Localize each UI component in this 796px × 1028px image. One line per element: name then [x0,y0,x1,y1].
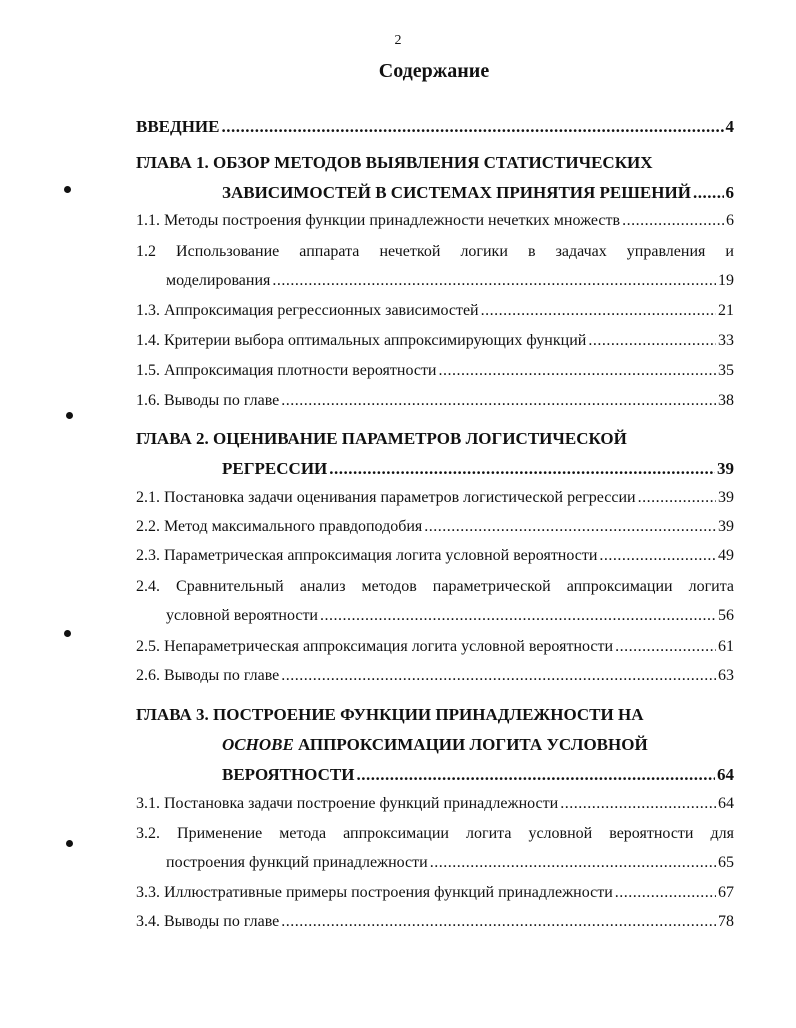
toc-page: 78 [718,913,734,930]
toc-page: 49 [718,547,734,564]
leader-dots [329,456,715,482]
toc-label: 3.4. Выводы по главе [136,913,280,930]
toc-page: 56 [718,607,734,624]
toc-label: 3.3. Иллюстративные примеры построения функций принадлежности [136,884,613,901]
toc-label: РЕГРЕССИИ [222,459,328,478]
toc-section-1-4[interactable] [136,328,734,354]
margin-dot [66,412,73,419]
leader-dots [560,791,716,817]
toc-label: 2.3. Параметрическая аппроксимация логита условной вероятности [136,547,598,564]
leader-dots [320,603,716,629]
leader-dots [281,909,716,935]
toc-section-2-5[interactable] [136,634,734,660]
page-number: 2 [394,33,402,48]
toc-section-1-3[interactable] [136,298,734,324]
leader-dots [272,268,716,294]
toc-page: 67 [718,884,734,901]
leader-dots [222,114,724,140]
toc-chapter-2-line1[interactable]: ГЛАВА 2. ОЦЕНИВАНИЕ ПАРАМЕТРОВ ЛОГИСТИЧЕСКОЙ [136,429,627,448]
toc-chapter-1-line1[interactable]: ГЛАВА 1. ОБЗОР МЕТОДОВ ВЫЯВЛЕНИЯ СТАТИСТИЧЕСКИХ [136,153,653,172]
toc-label: 1.5. Аппроксимация плотности вероятности [136,362,437,379]
toc-section-1-2[interactable] [166,268,734,294]
leader-dots [622,208,724,234]
toc-page: 64 [718,795,734,812]
toc-page: 39 [717,459,734,478]
margin-dot [66,840,73,847]
leader-dots [424,514,716,540]
toc-label: 1.3. Аппроксимация регрессионных зависимостей [136,302,479,319]
toc-section-3-2[interactable] [166,850,734,876]
toc-label: 1.1. Методы построения функции принадлежности нечетких множеств [136,212,621,229]
toc-page: 6 [726,212,734,229]
leader-dots [481,298,716,324]
toc-chapter-3[interactable] [222,762,734,788]
toc-label: ВЕРОЯТНОСТИ [222,765,355,784]
toc-label: 1.6. Выводы по главе [136,392,280,409]
toc-page: 39 [718,518,734,535]
toc-section-2-1[interactable] [136,485,734,511]
leader-dots [638,485,716,511]
toc-label: 2.6. Выводы по главе [136,667,280,684]
leader-dots [615,634,716,660]
leader-dots [588,328,716,354]
leader-dots [430,850,716,876]
toc-chapter-3-line1[interactable]: ГЛАВА 3. ПОСТРОЕНИЕ ФУНКЦИИ ПРИНАДЛЕЖНОСТИ НА [136,705,644,724]
toc-label: ЗАВИСИМОСТЕЙ В СИСТЕМАХ ПРИНЯТИЯ РЕШЕНИЙ [222,183,691,202]
toc-section-3-2-line1[interactable]: 3.2. Применение метода аппроксимации логита условной вероятности для [136,825,734,842]
toc-section-3-4[interactable] [136,909,734,935]
margin-dot [64,630,71,637]
leader-dots [615,880,716,906]
page-title: Содержание [378,60,490,82]
toc-section-3-3[interactable] [136,880,734,906]
leader-dots [693,180,724,206]
toc-page: 61 [718,638,734,655]
leader-dots [281,388,716,414]
toc-label: 1.4. Критерии выбора оптимальных аппроксимирующих функций [136,332,587,349]
toc-page: 63 [718,667,734,684]
toc-section-3-1[interactable] [136,791,734,817]
toc-intro[interactable] [136,114,734,140]
toc-chapter-2[interactable] [222,456,734,482]
toc-label: 3.1. Постановка задачи построение функций принадлежности [136,795,559,812]
toc-page: 33 [718,332,734,349]
toc-page: 19 [718,272,734,289]
toc-page: 6 [725,183,734,202]
toc-page: 64 [717,765,734,784]
toc-label-italic: ОСНОВЕ [222,735,294,754]
toc-page: 39 [718,489,734,506]
toc-section-2-4-line1[interactable]: 2.4. Сравнительный анализ методов параметрической аппроксимации логита [136,578,734,595]
toc-label: ВВЕДНИЕ [136,117,220,136]
toc-page: 65 [718,854,734,871]
toc-page: 4 [725,117,734,136]
toc-label: 2.2. Метод максимального правдоподобия [136,518,423,535]
toc-label: 2.1. Постановка задачи оценивания параметров логистической регрессии [136,489,636,506]
toc-section-2-4[interactable] [166,603,734,629]
toc-section-1-2-line1[interactable]: 1.2 Использование аппарата нечеткой логики в задачах управления и [136,243,734,260]
toc-section-2-6[interactable] [136,663,734,689]
toc-page: 21 [718,302,734,319]
toc-chapter-1[interactable] [222,180,734,206]
toc-label: 2.5. Непараметрическая аппроксимация логита условной вероятности [136,638,614,655]
leader-dots [356,762,715,788]
toc-page: 35 [718,362,734,379]
toc-label: условной вероятности [166,607,318,624]
toc-label: построения функций принадлежности [166,854,428,871]
leader-dots [599,543,716,569]
margin-dot [64,186,71,193]
leader-dots [439,358,717,384]
toc-page: 38 [718,392,734,409]
toc-chapter-3-line2[interactable] [222,732,648,758]
toc-label: АППРОКСИМАЦИИ ЛОГИТА УСЛОВНОЙ [293,735,648,754]
toc-section-2-2[interactable] [136,514,734,540]
toc-section-2-3[interactable] [136,543,734,569]
toc-label: моделирования [166,272,271,289]
toc-section-1-1[interactable] [136,208,734,234]
toc-section-1-5[interactable] [136,358,734,384]
leader-dots [281,663,716,689]
toc-section-1-6[interactable] [136,388,734,414]
